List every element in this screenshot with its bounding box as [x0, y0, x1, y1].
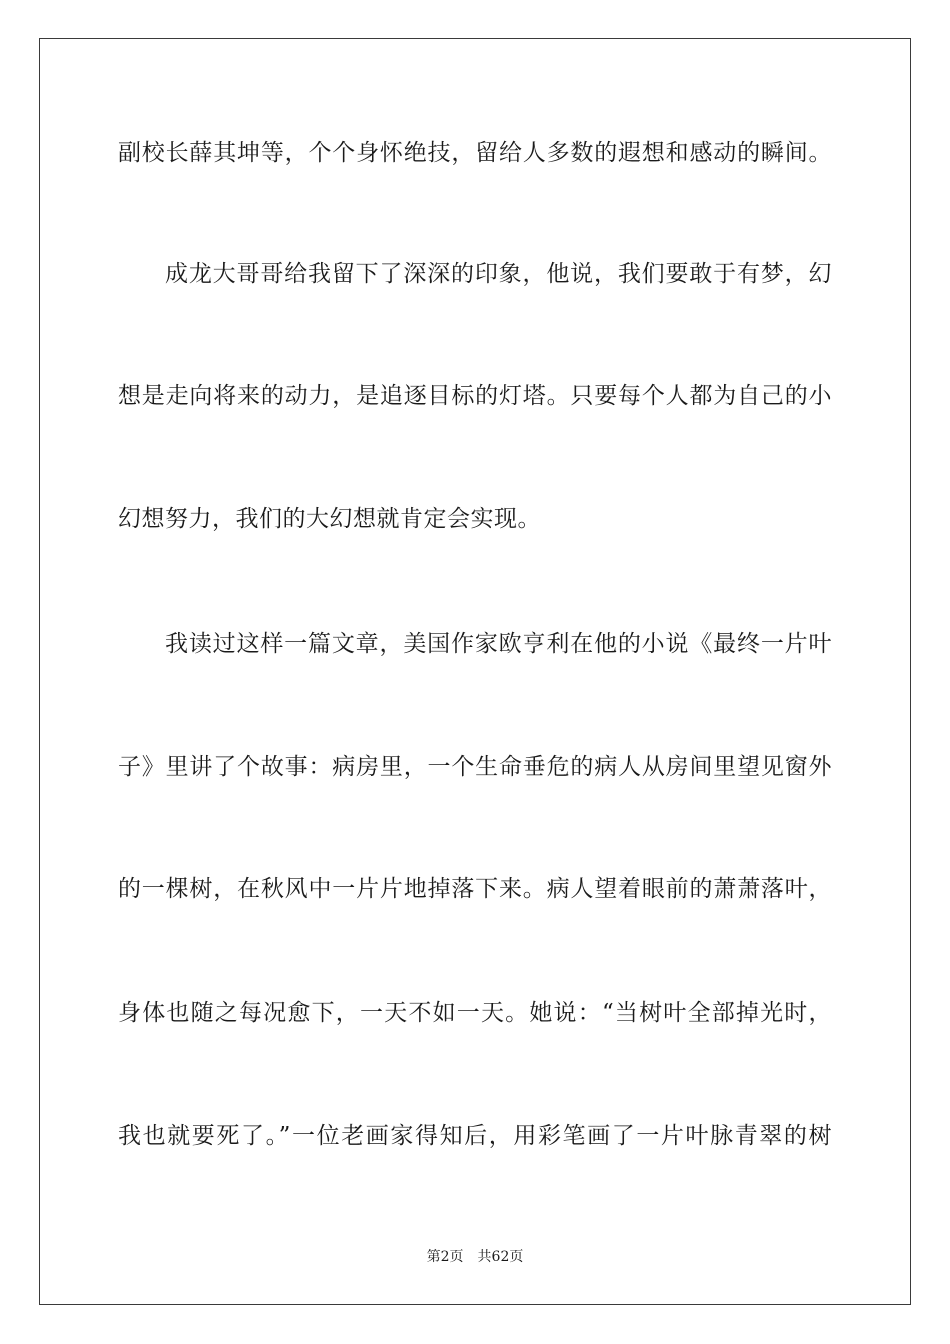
page-footer — [0, 1248, 950, 1266]
paragraph-start-line: 我读过这样一篇文章，美国作家欧亨利在他的小说《最终一片叶 — [165, 631, 832, 657]
text-line: 的一棵树，在秋风中一片片地掉落下来。病人望着眼前的萧萧落叶， — [118, 876, 832, 902]
text-line: 我也就要死了。”一位老画家得知后，用彩笔画了一片叶脉青翠的树 — [118, 1123, 832, 1149]
text-line: 想是走向将来的动力，是追逐目标的灯塔。只要每个人都为自己的小 — [118, 383, 832, 409]
page-border — [39, 38, 911, 1305]
page-total: 共62页 — [477, 1249, 524, 1265]
paragraph-start-line: 成龙大哥哥给我留下了深深的印象，他说，我们要敢于有梦，幻 — [165, 261, 832, 287]
text-line: 副校长薛其坤等，个个身怀绝技，留给人多数的遐想和感动的瞬间。 — [118, 140, 832, 166]
text-line: 子》里讲了个故事：病房里，一个生命垂危的病人从房间里望见窗外 — [118, 754, 832, 780]
text-line: 幻想努力，我们的大幻想就肯定会实现。 — [118, 506, 541, 532]
text-line: 身体也随之每况愈下，一天不如一天。她说：“当树叶全部掉光时， — [118, 1000, 832, 1026]
page-number: 第2页 — [426, 1249, 464, 1265]
